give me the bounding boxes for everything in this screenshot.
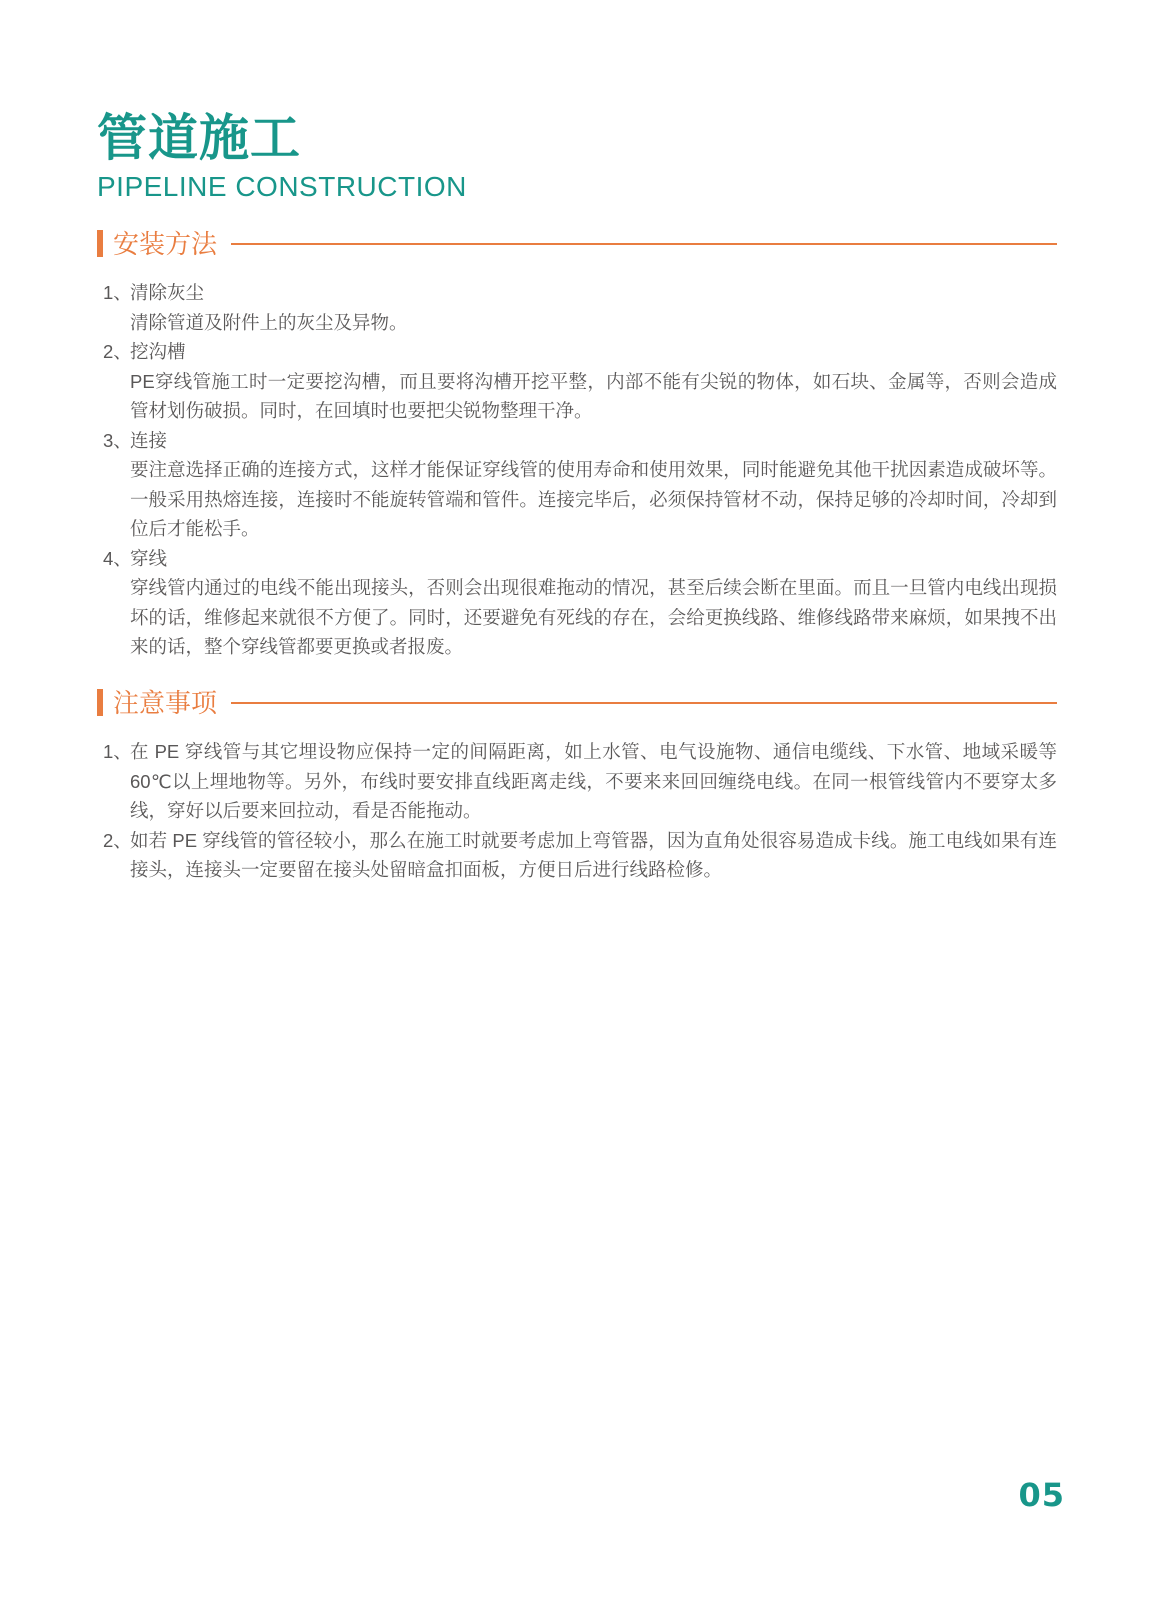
- page-number: 05: [1018, 1476, 1065, 1514]
- list-item-content: [130, 426, 1057, 544]
- list-item-body: 清除管道及附件上的灰尘及异物。: [130, 311, 408, 333]
- section-heading: [97, 689, 1057, 718]
- section-heading-label: 注意事项: [113, 687, 218, 718]
- list-item-title: 挖沟槽: [130, 341, 186, 363]
- list-item-body: 要注意选择正确的连接方式，这样才能保证穿线管的使用寿命和使用效果，同时能避免其他干扰因素造成破坏等。一般采用热熔连接，连接时不能旋转管端和管件。连接完毕后，必须保持管材不动，保持足够的冷却时间，冷却到位后才能松手。: [130, 459, 1057, 540]
- heading-bar-icon: [97, 230, 103, 257]
- list-item-body: 穿线管内通过的电线不能出现接头，否则会出现很难拖动的情况，甚至后续会断在里面。而且一旦管内电线出现损坏的话，维修起来就很不方便了。同时，还要避免有死线的存在，会给更换线路、维修线路带来麻烦，如果拽不出来的话，整个穿线管都要更换或者报废。: [130, 577, 1057, 658]
- list-item: [103, 544, 1057, 662]
- list-item: [103, 337, 1057, 426]
- list-item: [103, 278, 1057, 337]
- list-item-body: 如若 PE 穿线管的管径较小，那么在施工时就要考虑加上弯管器，因为直角处很容易造成卡线。施工电线如果有连接头，连接头一定要留在接头处留暗盒扣面板，方便日后进行线路检修。: [130, 829, 1057, 881]
- list-item: [103, 426, 1057, 544]
- installation-steps-list: [97, 278, 1057, 662]
- list-item: [103, 826, 1057, 885]
- list-item-number: 1、: [103, 741, 132, 763]
- list-item-content: [130, 544, 1057, 662]
- heading-rule: [231, 243, 1057, 245]
- list-item-content: [130, 337, 1057, 426]
- list-item-body: 在 PE 穿线管与其它埋设物应保持一定的间隔距离，如上水管、电气设施物、通信电缆线、下水管、地域采暖等 60℃以上埋地物等。另外，布线时要安排直线距离走线，不要来来回回缠绕电线。在同一根管线管内不要穿太多线，穿好以后要来回拉动，看是否能拖动。: [130, 741, 1057, 822]
- section-precautions: [97, 689, 1057, 885]
- list-item-number: 2、: [103, 829, 132, 851]
- list-item-content: [130, 278, 1057, 337]
- page-title: 管道施工: [97, 110, 301, 166]
- list-item-number: 3、: [103, 429, 132, 451]
- list-item-number: 2、: [103, 341, 132, 363]
- list-item-number: 4、: [103, 547, 132, 569]
- list-item-body: PE穿线管施工时一定要挖沟槽，而且要将沟槽开挖平整，内部不能有尖锐的物体，如石块、金属等，否则会造成管材划伤破损。同时，在回填时也要把尖锐物整理干净。: [130, 370, 1057, 422]
- page-content: [97, 110, 1057, 885]
- list-item-title: 连接: [130, 429, 168, 451]
- list-item-content: [130, 737, 1057, 826]
- list-item-number: 1、: [103, 282, 132, 304]
- list-item: [103, 737, 1057, 826]
- section-installation-method: [97, 230, 1057, 662]
- section-heading-label: 安装方法: [113, 228, 218, 259]
- section-heading: [97, 230, 1057, 259]
- precautions-list: [97, 737, 1057, 885]
- page-subtitle: PIPELINE CONSTRUCTION: [97, 170, 467, 202]
- list-item-title: 穿线: [130, 547, 168, 569]
- list-item-title: 清除灰尘: [130, 282, 205, 304]
- heading-rule: [231, 702, 1057, 704]
- heading-bar-icon: [97, 689, 103, 716]
- list-item-content: [130, 826, 1057, 885]
